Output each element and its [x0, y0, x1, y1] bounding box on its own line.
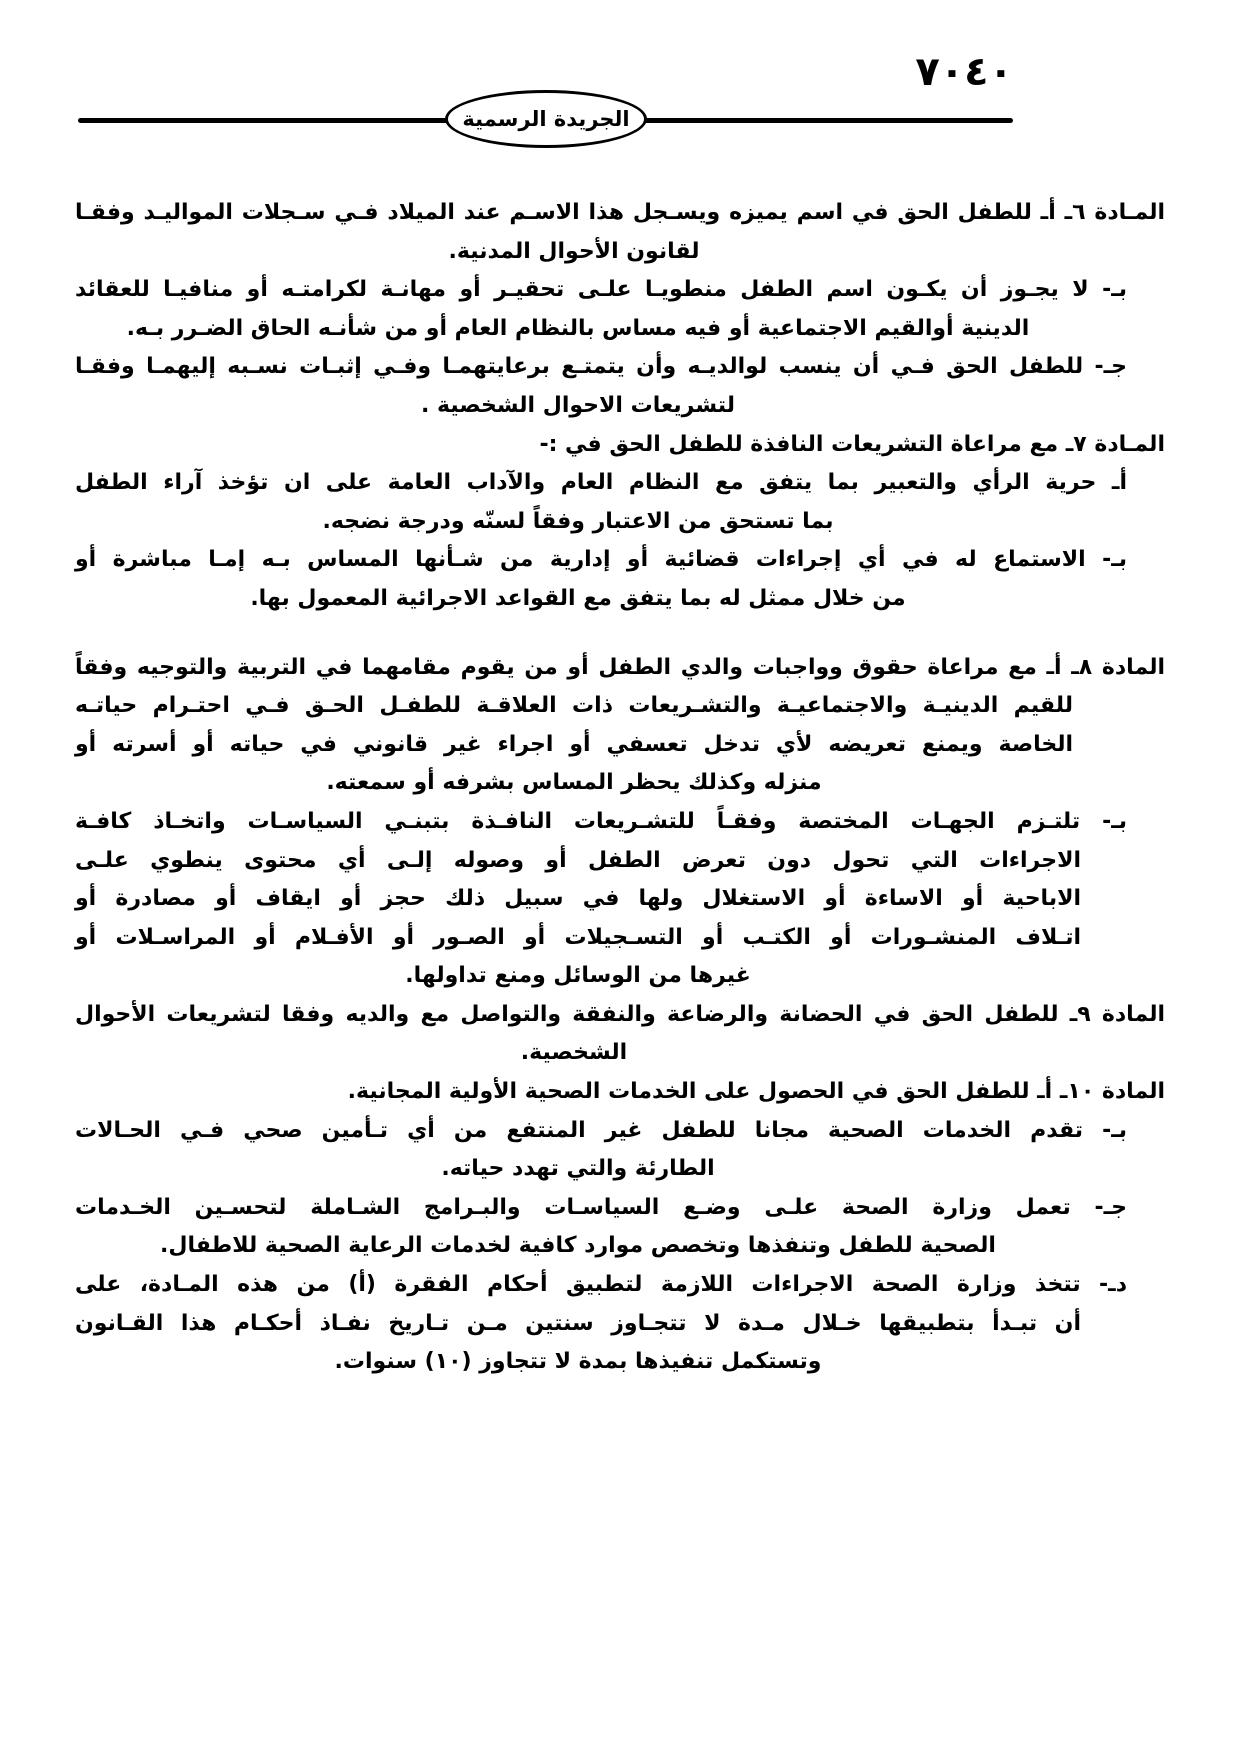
- text-line: وتستكمل تنفيذها بمدة لا تتجاوز (١٠) سنوات.: [334, 1349, 822, 1375]
- paragraph-article-7-a: [75, 464, 1165, 541]
- text-line: الاباحية أو الاساءة أو الاستغلال ولها في سبيل ذلك حجز أو ايقاف أو مصادرة أو: [75, 886, 1081, 912]
- page-number: ٧٠٤٠: [915, 49, 1013, 95]
- paragraph-article-8-a: [75, 649, 1165, 803]
- paragraph-article-8-b: [75, 803, 1165, 996]
- text-line: بـ- تقدم الخدمات الصحية مجانا للطفل غير المنتفع من أي تـأمين صحي فـي الحـالات: [75, 1117, 1127, 1143]
- text-line: بـ- الاستماع له في أي إجراءات قضائية أو إدارية من شـأنها المساس بـه إمـا مباشرة أو: [75, 547, 1127, 573]
- document-body: [75, 194, 1165, 1382]
- paragraph-article-7-b: [75, 541, 1165, 618]
- text-line: الدينية أوالقيم الاجتماعية أو فيه مساس بالنظام العام أو من شأنـه الحاق الضـرر بـه.: [126, 315, 1030, 341]
- paragraph-article-6-c: [75, 348, 1165, 425]
- text-line: بـ- تلتـزم الجهـات المختصة وفقـاً للتشـريعات النافـذة بتبنـي السياسـات واتخـاذ كافـة: [75, 808, 1127, 834]
- paragraph-article-9: [75, 996, 1165, 1073]
- text-line: لقانون الأحوال المدنية.: [448, 238, 700, 264]
- text-line: منزله وكذلك يحظر المساس بشرفه أو سمعته.: [326, 770, 822, 796]
- text-line: من خلال ممثل له بما يتفق مع القواعد الاجرائية المعمول بها.: [250, 585, 906, 611]
- gazette-title: الجريدة الرسمية: [462, 107, 630, 131]
- paragraph-article-7: [75, 426, 1165, 465]
- text-line: جـ- تعمل وزارة الصحة علـى وضـع السياسـات والبـرامج الشـاملة لتحسـين الخـدمات: [75, 1194, 1127, 1220]
- paragraph-article-6-b: [75, 271, 1165, 348]
- text-line: أن تبـدأ بتطبيقها خـلال مـدة لا تتجـاوز سنتين مـن تـاريخ نفـاذ أحكـام هذا القـانون: [75, 1310, 1081, 1336]
- text-line: المـادة ٧ـ مع مراعاة التشريعات النافذة للطفل الحق في :-: [539, 431, 1165, 457]
- text-line: أـ حرية الرأي والتعبير بما يتفق مع النظام العام والآداب العامة على ان تؤخذ آراء الطفل: [75, 470, 1127, 496]
- text-line: المادة ٨ـ أـ مع مراعاة حقوق وواجبات والدي الطفل أو من يقوم مقامهما في التربية والتوجيه وفقاً: [75, 654, 1165, 680]
- paragraph-article-6-a: [75, 194, 1165, 271]
- gazette-title-oval: [445, 90, 647, 148]
- text-line: لتشريعات الاحوال الشخصية .: [421, 392, 735, 418]
- text-line: جـ- للطفل الحق فـي أن ينسب لوالديـه وأن يتمتـع برعايتهمـا وفـي إثبـات نسـبه إليهمـا وفقـا: [75, 354, 1127, 380]
- text-line: الطارئة والتي تهدد حياته.: [441, 1156, 715, 1182]
- text-line: بما تستحق من الاعتبار وفقاً لسنّه ودرجة نضجه.: [322, 508, 834, 534]
- text-line: المادة ٩ـ للطفل الحق في الحضانة والرضاعة والنفقة والتواصل مع والديه وفقا لتشريعات الأحوال: [75, 1001, 1165, 1027]
- text-line: المـادة ٦ـ أـ للطفل الحق في اسم يميزه ويسـجل هذا الاسـم عند الميلاد فـي سـجلات المواليـد وفقـا: [75, 200, 1165, 225]
- paragraph-article-10-b: [75, 1112, 1165, 1189]
- text-line: غيرها من الوسائل ومنع تداولها.: [405, 963, 751, 989]
- text-line: المادة ١٠ـ أـ للطفل الحق في الحصول على الخدمات الصحية الأولية المجانية.: [347, 1079, 1165, 1105]
- paragraph-article-10-d: [75, 1266, 1165, 1382]
- text-line: للقيم الدينيـة والاجتماعيـة والتشـريعات ذات العلاقـة للطفـل الحـق فـي احتـرام حياتـه: [75, 693, 1073, 719]
- text-line: اتـلاف المنشـورات أو الكتـب أو التسـجيلات أو الصـور أو الأفـلام أو المراسـلات أو: [75, 924, 1081, 950]
- text-line: الشخصية.: [520, 1040, 628, 1066]
- text-line: بـ- لا يجـوز أن يكـون اسم الطفل منطويـا علـى تحقيـر أو مهانـة لكرامتـه أو منافيـا للعقائد: [75, 277, 1127, 303]
- text-line: الاجراءات التي تحول دون تعرض الطفل أو وصوله إلـى أي محتوى ينطوي علـى: [75, 847, 1081, 873]
- paragraph-article-10-c: [75, 1189, 1165, 1266]
- text-line: الخاصة ويمنع تعريضه لأي تدخل تعسفي أو اجراء غير قانوني في حياته أو أسرته أو: [75, 731, 1073, 757]
- text-line: دـ- تتخذ وزارة الصحة الاجراءات اللازمة لتطبيق أحكام الفقرة (أ) من هذه المـادة، على: [75, 1272, 1127, 1298]
- paragraph-article-10-a: [75, 1073, 1165, 1112]
- text-line: الصحية للطفل وتنفذها وتخصص موارد كافية لخدمات الرعاية الصحية للاطفال.: [160, 1233, 996, 1259]
